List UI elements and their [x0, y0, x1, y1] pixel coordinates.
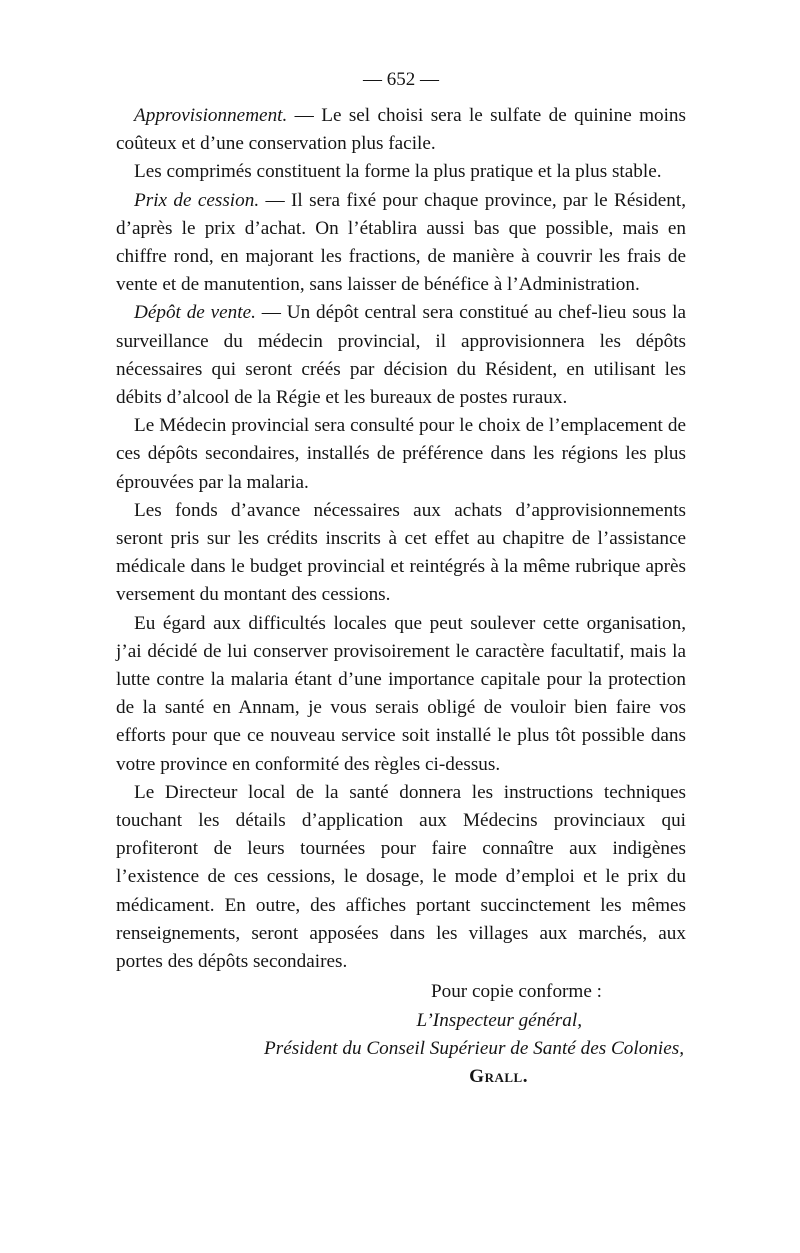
paragraph-text: Eu égard aux difficultés locales que peut soulever cette organisation, j’ai décidé de lui conserver provisoirement le caractère facultatif, mais la lutte contre la malaria étant d’une importance capitale pour la protection de la santé en Annam, je vous serais obligé de vouloir bien faire vos efforts pour que ce nouveau service soit installé le plus tôt possible dans votre province en conformité des règles ci-dessus. — [116, 612, 686, 775]
paragraph-text: Le Médecin provincial sera consulté pour le choix de l’emplacement de ces dépôts secondaires, installés de préférence dans les régions les plus éprouvées par la malaria. — [116, 415, 686, 493]
paragraph-lead: Prix de cession. — [134, 189, 260, 211]
paragraph-depot-de-vente — [116, 299, 686, 412]
page-number: — 652 — — [363, 69, 439, 90]
document-page — [116, 68, 686, 1091]
paragraph-approvisionnement — [116, 102, 686, 158]
paragraph-comprimes — [116, 158, 686, 186]
paragraph-eu-egard — [116, 610, 686, 779]
signature-president: Président du Conseil Supérieur de Santé des Colonies, — [264, 1037, 684, 1059]
signature-name: Grall. — [469, 1065, 528, 1087]
paragraph-prix-de-cession — [116, 187, 686, 300]
paragraph-text: Le Directeur local de la santé donnera les instructions techniques touchant les détails d’application aux Médecins provinciaux qui profiteront de leurs tournées pour faire connaître aux indigènes l’existence de ces cessions, le dosage, le mode d’emploi et le prix du médicament. En outre, des affiches portant succinctement les mêmes renseignements, seront apposées dans les villages aux marchés, aux portes des dépôts secondaires. — [116, 781, 686, 973]
paragraph-text: Les fonds d’avance nécessaires aux achats d’approvisionnements seront pris sur les crédits inscrits à cet effet au chapitre de l’assistance médicale dans le budget provincial et reintégrés à la même rubrique après versement du montant des cessions. — [116, 499, 686, 606]
signature-title: L’Inspecteur général, — [416, 1009, 582, 1031]
paragraph-text: — Il sera fixé pour chaque province, par le Résident, d’après le prix d’achat. On l’établira aussi bas que possible, mais en chiffre rond, en majorant les fractions, de manière à couvrir les frais de vente et de manutention, sans laisser de bénéfice à l’Administration. — [116, 189, 686, 296]
paragraph-directeur-local — [116, 779, 686, 976]
paragraph-text: — Un dépôt central sera constitué au chef-lieu sous la surveillance du médecin provincial, il approvisionnera les dépôts nécessaires qui seront créés par décision du Résident, en utilisant les débits d’alcool de la Régie et les bureaux de postes ruraux. — [116, 302, 686, 409]
paragraph-lead: Dépôt de vente. — [134, 302, 256, 324]
signature-copy-line: Pour copie conforme : — [430, 981, 602, 1003]
paragraph-fonds-d-avance — [116, 497, 686, 610]
paragraph-text: Les comprimés constituent la forme la plus pratique et la plus stable. — [134, 161, 662, 183]
paragraph-medecin-provincial — [116, 412, 686, 497]
paragraph-lead: Approvisionnement. — [134, 105, 288, 126]
paragraph-text: — Le sel choisi sera le sulfate de quinine moins coûteux et d’une conservation plus facile. — [116, 105, 686, 155]
